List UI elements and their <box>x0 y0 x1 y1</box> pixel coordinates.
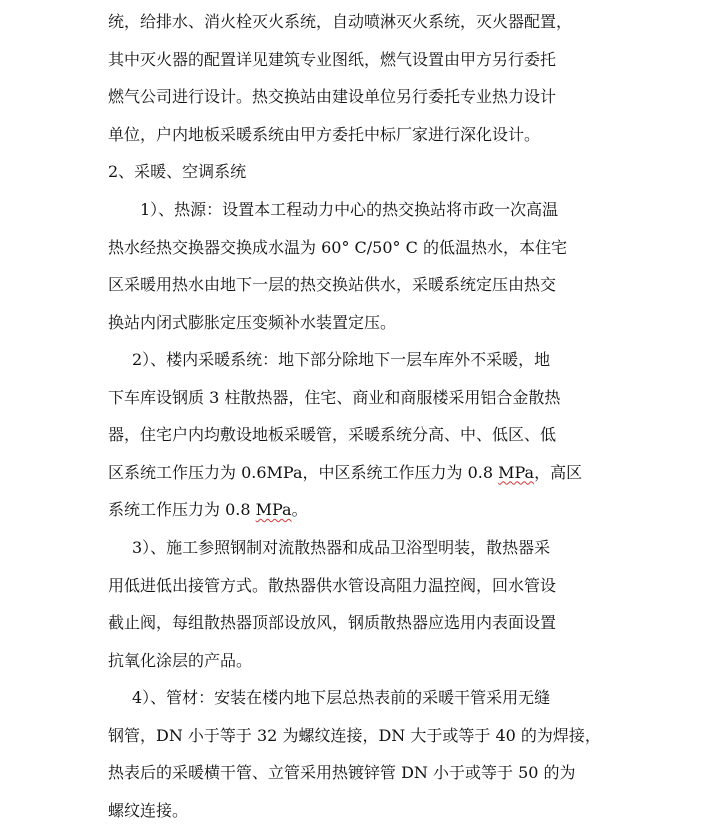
text-segment: 区系统工作压力为 0.6MPa，中区系统工作压力为 0.8 <box>108 463 498 482</box>
text-segment: ，高区 <box>534 463 582 482</box>
text-segment: 系统工作压力为 0.8 <box>108 500 256 519</box>
text-line: 1）、热源：设置本工程动力中心的热交换站将市政一次高温 <box>108 191 608 229</box>
paragraph-construction <box>108 529 608 679</box>
text-line: 钢管，DN 小于等于 32 为螺纹连接，DN 大于或等于 40 的为焊接， <box>108 717 608 755</box>
text-line: 抗氧化涂层的产品。 <box>108 642 608 680</box>
text-line: 螺纹连接。 <box>108 792 608 829</box>
text-line: 燃气公司进行设计。热交换站由建设单位另行委托专业热力设计 <box>108 78 608 116</box>
paragraph-heat-source <box>108 191 608 341</box>
text-line: 2）、楼内采暖系统：地下部分除地下一层车库外不采暖，地 <box>108 341 608 379</box>
text-line: 热水经热交换器交换成水温为 60° C/50° C 的低温热水，本住宅 <box>108 229 608 267</box>
text-line: 换站内闭式膨胀定压变频补水装置定压。 <box>108 304 608 342</box>
section-heading-heating <box>108 153 608 191</box>
text-line: 4）、管材：安装在楼内地下层总热表前的采暖干管采用无缝 <box>108 679 608 717</box>
paragraph-indoor-heating <box>108 341 608 529</box>
text-line: 区采暖用热水由地下一层的热交换站供水，采暖系统定压由热交 <box>108 266 608 304</box>
spellcheck-flagged-word[interactable]: MPa <box>498 463 534 482</box>
text-line <box>108 491 608 529</box>
text-line: 用低进低出接管方式。散热器供水管设高阻力温控阀，回水管设 <box>108 567 608 605</box>
spellcheck-flagged-word[interactable]: MPa <box>256 500 292 519</box>
text-line: 单位，户内地板采暖系统由甲方委托中标厂家进行深化设计。 <box>108 116 608 154</box>
text-segment: 。 <box>292 500 308 519</box>
text-line: 统，给排水、消火栓灭火系统，自动喷淋灭火系统，灭火器配置， <box>108 3 608 41</box>
text-line: 其中灭火器的配置详见建筑专业图纸，燃气设置由甲方另行委托 <box>108 41 608 79</box>
paragraph-pipe-materials <box>108 679 608 829</box>
text-line: 截止阀，每组散热器顶部设放风，钢质散热器应选用内表面设置 <box>108 604 608 642</box>
section-heading-text: 2、采暖、空调系统 <box>108 153 608 191</box>
text-line: 下车库设钢质 3 柱散热器，住宅、商业和商服楼采用铝合金散热 <box>108 379 608 417</box>
paragraph-drainage-fire <box>108 3 608 153</box>
text-line: 器，住宅户内均敷设地板采暖管，采暖系统分高、中、低区、低 <box>108 416 608 454</box>
text-line: 3）、施工参照钢制对流散热器和成品卫浴型明装，散热器采 <box>108 529 608 567</box>
text-line <box>108 454 608 492</box>
text-line: 热表后的采暖横干管、立管采用热镀锌管 DN 小于或等于 50 的为 <box>108 754 608 792</box>
